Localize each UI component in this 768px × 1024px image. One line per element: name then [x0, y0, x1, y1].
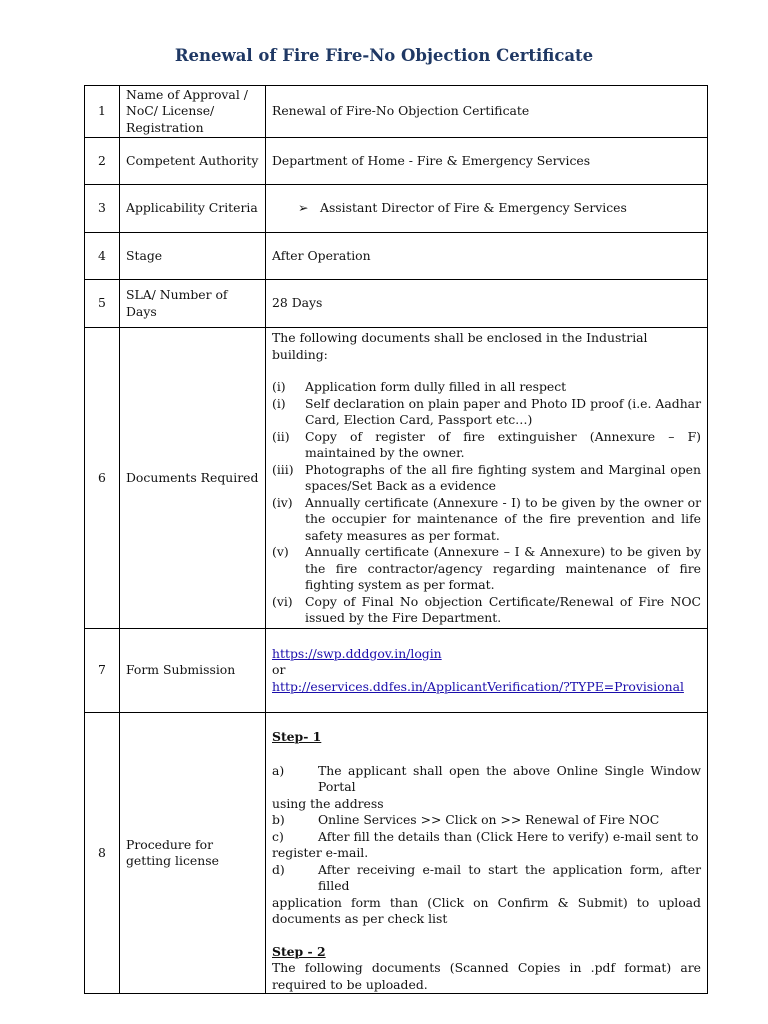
row-number: 3 — [85, 185, 120, 233]
row-value: 28 Days — [266, 280, 708, 328]
row-label: Procedure for getting license — [120, 713, 266, 994]
row-label: Form Submission — [120, 629, 266, 713]
criteria-text: Assistant Director of Fire & Emergency Services — [320, 200, 627, 216]
table-row — [85, 280, 708, 328]
item-number: (vi) — [272, 593, 293, 609]
row-number: 8 — [85, 713, 120, 994]
table-row — [85, 138, 708, 185]
table-row — [85, 86, 708, 138]
item-text: After receiving e-mail to start the application form, after filled — [318, 861, 701, 893]
row-label: Applicability Criteria — [120, 185, 266, 233]
item-key: d) — [272, 861, 285, 877]
row-number: 1 — [85, 86, 120, 138]
procedure-item — [272, 829, 701, 862]
item-key: a) — [272, 762, 285, 778]
item-text: Annually certificate (Annexure – I & Annexure) to be given by the fire contractor/agency regarding maintenance of fire fighting system as per format. — [305, 544, 701, 592]
row-value: After Operation — [266, 233, 708, 280]
criteria-item — [298, 200, 701, 217]
row-label: Documents Required — [120, 328, 266, 629]
row-number: 7 — [85, 629, 120, 713]
item-text: Copy of register of fire extinguisher (Annexure – F) maintained by the owner. — [305, 428, 701, 460]
or-text: or — [272, 662, 286, 678]
step-2-heading: Step - 2 — [272, 943, 326, 959]
row-number: 6 — [85, 328, 120, 629]
table-row — [85, 713, 708, 994]
item-continuation: register e-mail. — [272, 845, 369, 860]
item-text: Self declaration on plain paper and Photo ID proof (i.e. Aadhar Card, Election Card, Passport etc…) — [305, 395, 701, 427]
row-label: Name of Approval / NoC/ License/ Registration — [120, 86, 266, 138]
item-continuation: application form than (Click on Confirm & Submit) to upload documents as per check list — [272, 894, 701, 926]
item-number: (iii) — [272, 461, 294, 477]
item-text: Online Services >> Click on >> Renewal of Fire NOC — [318, 812, 660, 827]
document-item — [272, 594, 701, 627]
portal-link[interactable]: https://swp.dddgov.in/login — [272, 645, 442, 661]
item-key: c) — [272, 828, 284, 844]
table-row — [85, 233, 708, 280]
procedure-cell — [266, 713, 708, 994]
item-key: b) — [272, 812, 285, 827]
table-row — [85, 629, 708, 713]
item-text: The applicant shall open the above Online Single Window Portal — [318, 762, 701, 794]
item-text: Annually certificate (Annexure - I) to be given by the owner or the occupier for maintenance of the fire prevention and life safety measures as per format. — [305, 494, 701, 543]
row-label: SLA/ Number of Days — [120, 280, 266, 328]
item-text: Photographs of the all fire fighting system and Marginal open spaces/Set Back as a evidence — [305, 461, 701, 493]
row-number: 4 — [85, 233, 120, 280]
item-number: (iv) — [272, 494, 293, 510]
row-label: Stage — [120, 233, 266, 280]
item-text: Application form dully filled in all respect — [305, 379, 567, 394]
submission-cell — [266, 629, 708, 713]
procedure-item — [272, 862, 701, 928]
row-value — [266, 185, 708, 233]
document-item — [272, 544, 701, 594]
document-item — [272, 379, 701, 396]
page-title: Renewal of Fire Fire-No Objection Certificate — [174, 46, 594, 65]
document-item — [272, 495, 701, 545]
row-label: Competent Authority — [120, 138, 266, 185]
step-1-heading: Step- 1 — [272, 729, 322, 744]
item-text: Copy of Final No objection Certificate/Renewal of Fire NOC issued by the Fire Department. — [305, 593, 701, 625]
documents-intro: The following documents shall be enclosed in the Industrial building: — [272, 330, 648, 362]
item-number: (v) — [272, 544, 289, 559]
item-number: (ii) — [272, 428, 290, 444]
item-text: After fill the details than (Click Here to verify) e-mail sent to — [318, 828, 699, 844]
row-value: Department of Home - Fire & Emergency Services — [266, 138, 708, 185]
document-item — [272, 396, 701, 429]
details-table — [84, 85, 708, 994]
table-row — [85, 185, 708, 233]
row-number: 5 — [85, 280, 120, 328]
row-value: Renewal of Fire-No Objection Certificate — [266, 86, 708, 138]
document-item — [272, 429, 701, 462]
procedure-item — [272, 763, 701, 813]
documents-cell — [266, 328, 708, 629]
item-number: (i) — [272, 379, 286, 394]
item-continuation: using the address — [272, 795, 384, 811]
procedure-item — [272, 812, 701, 829]
eservices-link[interactable]: http://eservices.ddfes.in/ApplicantVerification/?TYPE=Provisional — [272, 678, 684, 694]
table-row — [85, 328, 708, 629]
step-2-text: The following documents (Scanned Copies in .pdf format) are required to be uploaded. — [272, 960, 701, 992]
row-number: 2 — [85, 138, 120, 185]
item-number: (i) — [272, 395, 286, 411]
document-item — [272, 462, 701, 495]
